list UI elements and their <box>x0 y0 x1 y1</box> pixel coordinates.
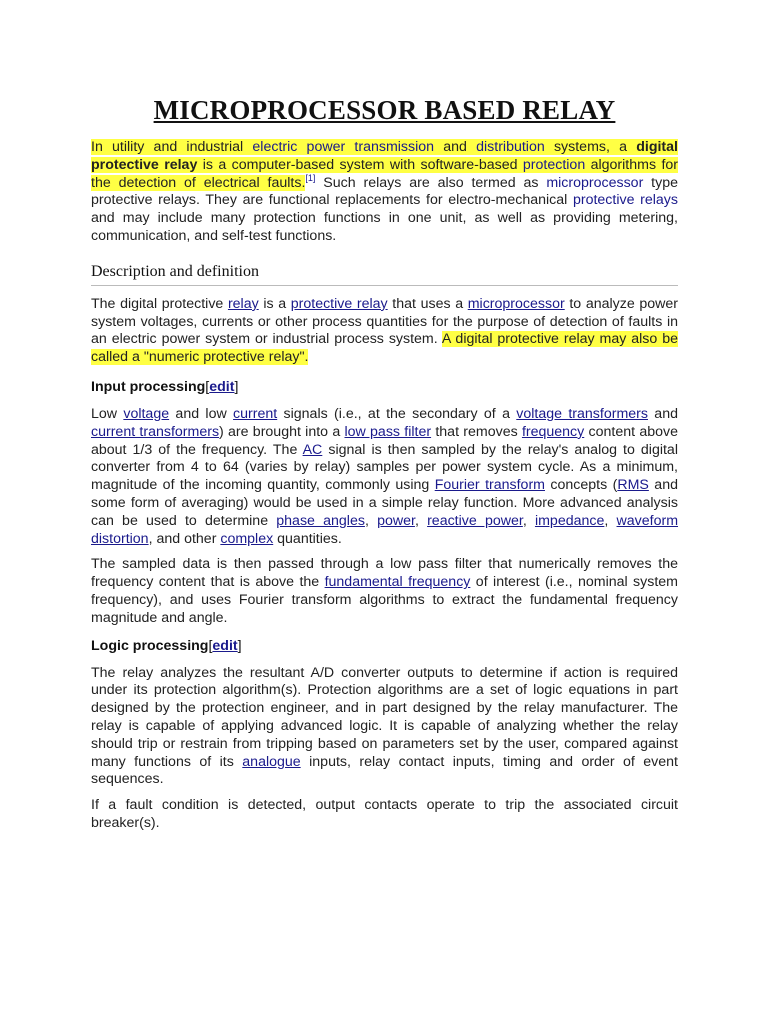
link-frequency[interactable]: frequency <box>521 423 585 440</box>
link-fundamental-frequency[interactable]: fundamental frequency <box>324 574 471 591</box>
link-waveform[interactable]: waveform <box>616 512 679 529</box>
link-analogue[interactable]: analogue <box>242 753 301 770</box>
link-current-transformers[interactable]: current transformers <box>91 423 220 440</box>
link-distortion[interactable]: distortion <box>91 530 149 547</box>
description-highlight: A digital protective relay may also be called a "numeric protective relay". <box>91 331 678 366</box>
logic-processing-paragraph: The relay analyzes the resultant A/D converter outputs to determine if action is required under its protection algorithm(s). Protection algorithms are a set of logic equations in part designed by the protection engineer, and in part designed by the relay manufacturer. The relay is capable of applying advanced logic. It is capable of analyzing whether the relay should trip or restrain from tripping based on parameters set by the user, compared against many functions of its analogue inputs, relay contact inputs, timing and order of event sequences. <box>91 664 678 788</box>
link-power[interactable]: power <box>377 512 415 529</box>
link-voltage-transformers[interactable]: voltage transformers <box>516 405 648 422</box>
link-phase-angles[interactable]: phase angles <box>276 512 365 529</box>
link-protective-relays[interactable]: protective relays <box>572 192 678 209</box>
link-protection[interactable]: protection <box>522 156 586 173</box>
input-processing-heading: Input processing[edit] <box>91 378 239 395</box>
link-rms[interactable]: RMS <box>617 477 649 494</box>
intro-paragraph: In utility and industrial electric power transmission and distribution systems, a digital protective relay is a computer-based system with software-based protection algorithms for the detection of electrical faults.[1] Such relays are also termed as microprocessor type protective relays. They are functional replacements for electro-mechanical protective relays and may include many protection functions in one unit, as well as providing metering, communication, and self-test functions. <box>91 139 678 244</box>
link-current[interactable]: current <box>233 405 278 422</box>
link-microprocessor-2[interactable]: microprocessor <box>467 295 565 312</box>
description-paragraph: The digital protective relay is a protective relay that uses a microprocessor to analyze power system voltages, currents or other process quantities for the purpose of detection of faults in an electric power system or industrial process system. A digital protective relay may also be called a "numeric protective relay". <box>91 295 679 366</box>
link-electric-power-transmission[interactable]: electric power transmission <box>252 139 435 155</box>
page-title: MICROPROCESSOR BASED RELAY <box>153 95 616 125</box>
section-heading-description: Description and definition <box>91 263 678 286</box>
link-complex[interactable]: complex <box>220 530 274 547</box>
edit-link-logic[interactable]: edit <box>212 637 238 654</box>
document-page <box>91 95 678 833</box>
link-impedance[interactable]: impedance <box>534 512 605 529</box>
term-digital-protective-relay: digital protective relay <box>91 139 678 173</box>
link-fourier-transform[interactable]: Fourier transform <box>434 477 545 494</box>
link-microprocessor[interactable]: microprocessor <box>546 174 644 191</box>
input-processing-paragraph: Low voltage and low current signals (i.e., at the secondary of a voltage transformers and current transformers) are brought into a low pass filter that removes frequency content above about 1/3 of the frequency. The AC signal is then sampled by the relay's analog to digital converter from 4 to 64 (varies by relay) samples per power system cycle. As a minimum, magnitude of the incoming quantity, commonly using Fourier transform concepts (RMS and some form of averaging) would be used in a simple relay function. More advanced analysis can be used to determine phase angles, power, reactive power, impedance, waveform distortion, and other complex quantities. <box>91 405 679 547</box>
link-low-pass-filter[interactable]: low pass filter <box>344 423 432 440</box>
link-relay[interactable]: relay <box>227 295 259 312</box>
logic-processing-heading: Logic processing[edit] <box>91 637 242 654</box>
edit-link-input[interactable]: edit <box>209 378 235 395</box>
reference-1[interactable]: [1] <box>305 172 316 183</box>
link-voltage[interactable]: voltage <box>123 405 170 422</box>
intro-highlight: In utility and industrial electric power transmission and distribution systems, a digital protective relay is a computer-based system with software-based protection algorithms for the detection of electrical faults. <box>91 139 678 191</box>
link-distribution[interactable]: distribution <box>476 139 545 155</box>
sampled-data-paragraph: The sampled data is then passed through a low pass filter that numerically removes the frequency content that is above the fundamental frequency of interest (i.e., nominal system frequency), and uses Fourier transform algorithms to extract the fundamental frequency magnitude and angle. <box>91 556 678 626</box>
link-ac[interactable]: AC <box>302 441 323 458</box>
link-reactive-power[interactable]: reactive power <box>427 512 523 529</box>
link-protective-relay[interactable]: protective relay <box>290 295 388 312</box>
fault-paragraph: If a fault condition is detected, output contacts operate to trip the associated circuit breaker(s). <box>91 797 678 831</box>
